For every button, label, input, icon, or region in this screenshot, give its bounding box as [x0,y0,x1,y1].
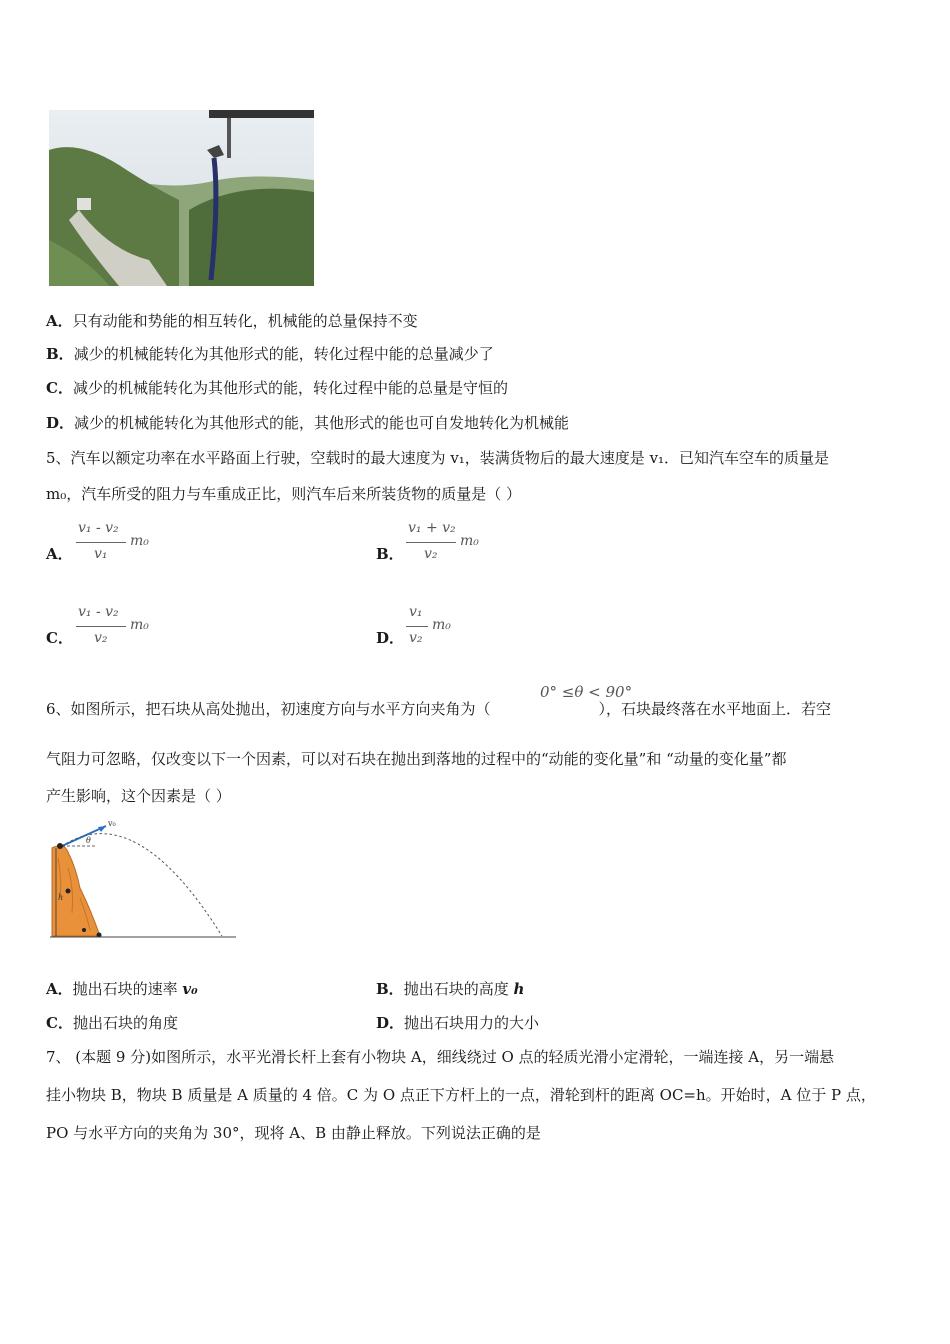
projectile-figure [46,818,238,943]
q7-stem-line3: PO 与水平方向的夹角为 30°，现将 A、B 由静止释放。下列说法正确的是 [46,1124,541,1142]
q6-option-b: B．抛出石块的高度 h [376,980,525,998]
q4-option-b: B．减少的机械能转化为其他形式的能，转化过程中能的总量减少了 [46,345,494,363]
q6-stem-line2: 气阻力可忽略，仅改变以下一个因素，可以对石块在抛出到落地的过程中的“动能的变化量”和 “动量的变化量”都 [46,750,787,768]
q5-stem-line1: 5、汽车以额定功率在水平路面上行驶，空载时的最大速度为 v₁，装满货物后的最大速度是 v₁．已知汽车空车的质量是 [46,449,830,467]
svg-text:v₀: v₀ [108,819,116,828]
q5-option-c-label: C． [46,629,73,647]
q6-angle-range: 0° ≤θ < 90° [540,683,633,701]
q6-stem-line3: 产生影响，这个因素是（ ） [46,787,231,805]
q7-stem-line1: 7、 (本题 9 分)如图所示，水平光滑长杆上套有小物块 A，细线绕过 O 点的轻质光滑小定滑轮，一端连接 A，另一端悬 [46,1048,835,1066]
q6-option-d: D．抛出石块用力的大小 [376,1014,540,1032]
q6-option-c: C．抛出石块的角度 [46,1014,178,1032]
q7-stem-line2: 挂小物块 B，物块 B 质量是 A 质量的 4 倍。C 为 O 点正下方杆上的一点，滑轮到杆的距离 OC=h。开始时，A 位于 P 点， [46,1086,876,1104]
svg-text:θ: θ [86,836,91,845]
q5-option-b-label: B． [376,545,404,563]
q5-option-a-label: A． [46,545,73,563]
q4-option-c: C．减少的机械能转化为其他形式的能，转化过程中能的总量是守恒的 [46,379,508,397]
bungee-photo [49,110,314,286]
q5-option-d-label: D． [376,629,405,647]
q4-option-a: A．只有动能和势能的相互转化，机械能的总量保持不变 [46,312,418,330]
svg-text:h: h [58,893,64,902]
q6-stem-line1: 6、如图所示，把石块从高处抛出，初速度方向与水平方向夹角为（ ），石块最终落在水平地面上．若空 [46,700,832,718]
q6-option-a: A．抛出石块的速率 v₀ [46,980,198,998]
q4-option-d: D．减少的机械能转化为其他形式的能，其他形式的能也可自发地转化为机械能 [46,414,570,432]
q5-stem-line2: m₀，汽车所受的阻力与车重成正比，则汽车后来所装货物的质量是（ ） [46,485,522,503]
